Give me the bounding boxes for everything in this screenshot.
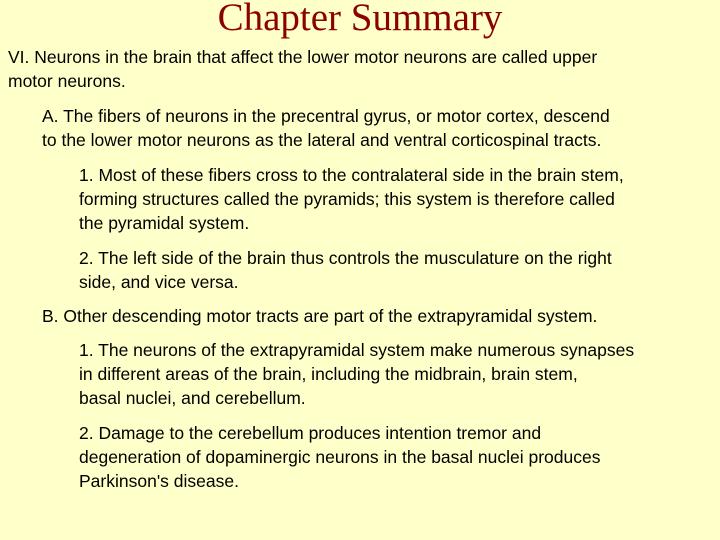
summary-item-a1: 1. Most of these fibers cross to the contralateral side in the brain stem, forming structures called the pyramids; this system is therefore called the pyramidal system. <box>79 165 624 233</box>
summary-item-b1: 1. The neurons of the extrapyramidal system make numerous synapses in different areas of the brain, including the midbrain, brain stem, basal nuclei, and cerebellum. <box>79 340 635 408</box>
summary-item-a: A. The fibers of neurons in the precentral gyrus, or motor cortex, descend to the lower motor neurons as the lateral and ventral corticospinal tracts. <box>42 106 610 150</box>
summary-item-b2: 2. Damage to the cerebellum produces intention tremor and degeneration of dopaminergic neurons in the basal nuclei produces Parkinson's disease. <box>79 423 601 491</box>
slide-title: Chapter Summary <box>217 0 503 39</box>
summary-item-a2: 2. The left side of the brain thus controls the musculature on the right side, and vice versa. <box>79 248 612 292</box>
summary-item-vi: VI. Neurons in the brain that affect the lower motor neurons are called upper motor neurons. <box>8 47 598 91</box>
summary-item-b: B. Other descending motor tracts are part of the extrapyramidal system. <box>42 306 598 326</box>
